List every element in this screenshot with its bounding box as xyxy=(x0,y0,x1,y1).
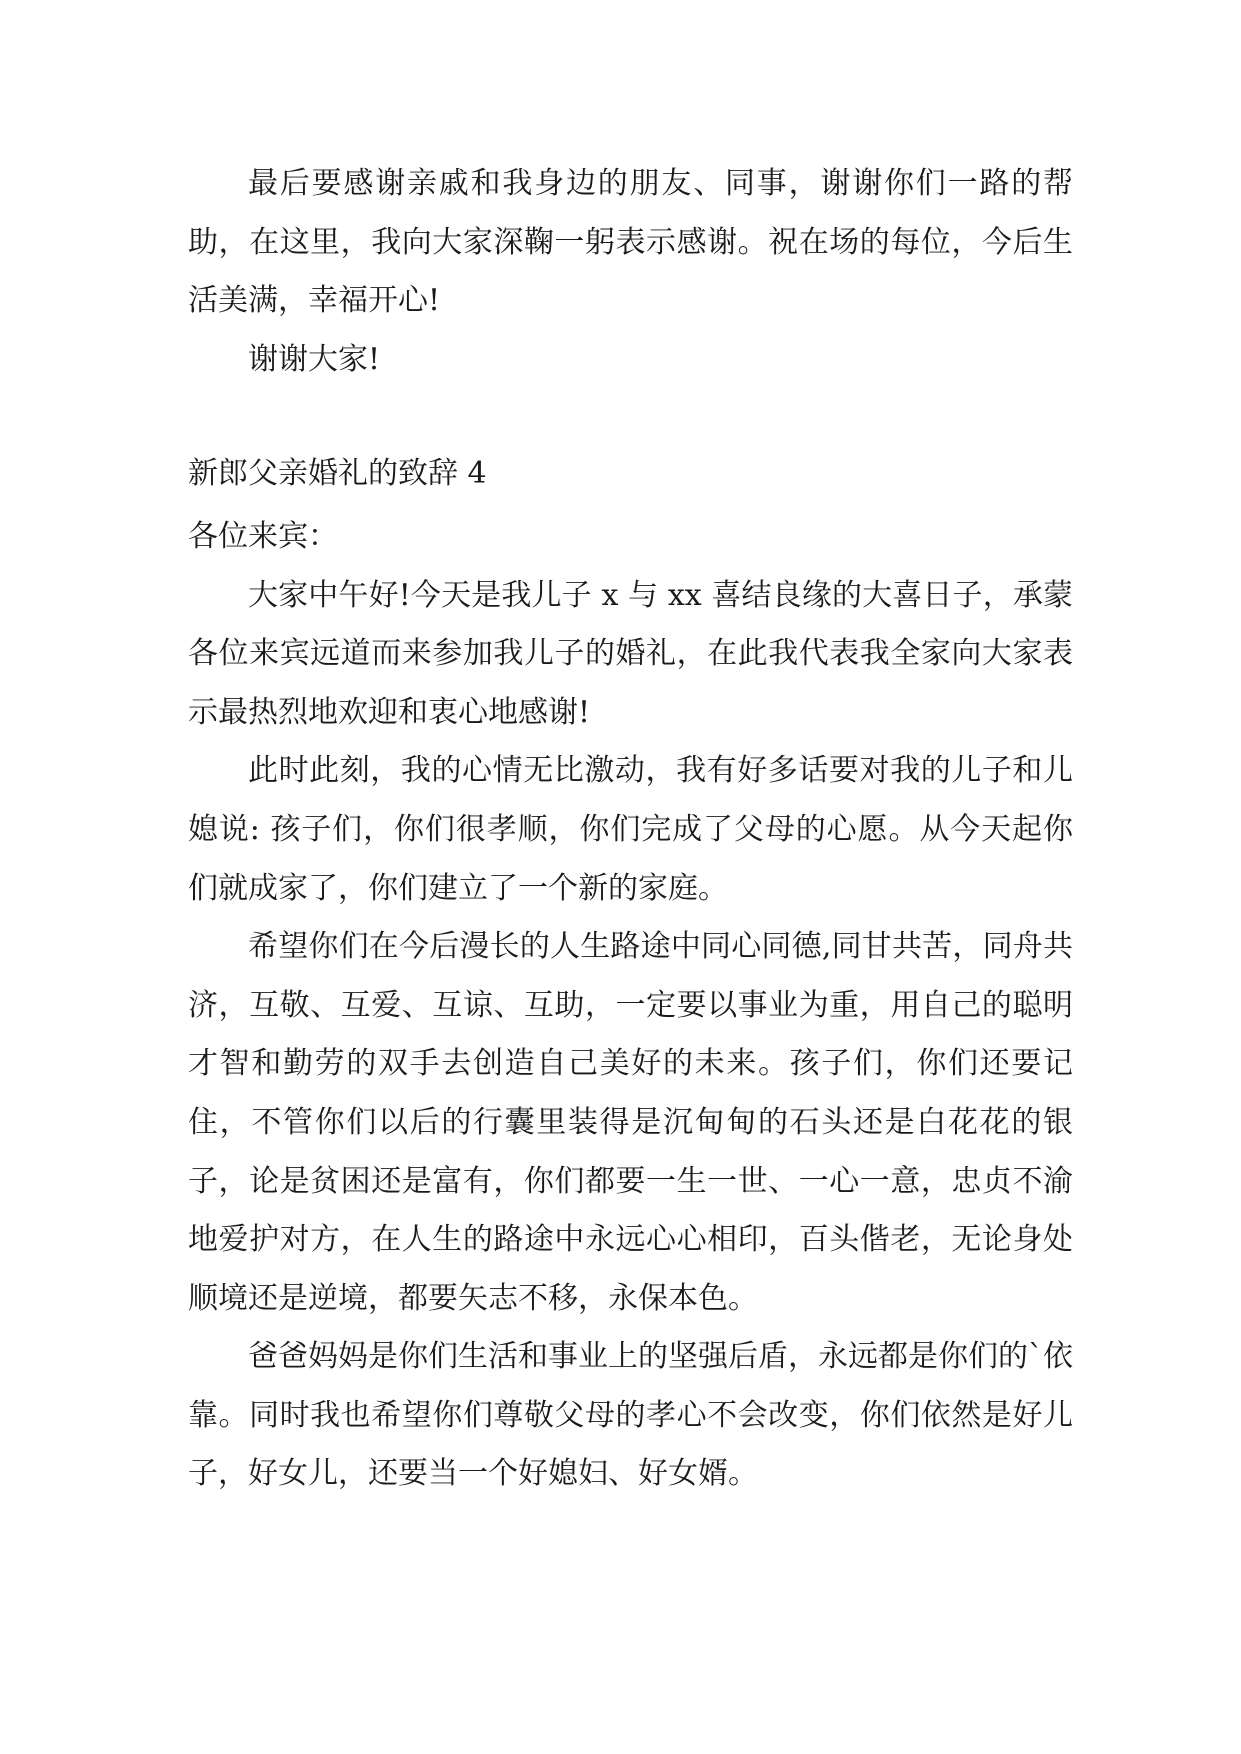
document-body xyxy=(188,155,1073,1504)
speech-paragraph: 爸爸妈妈是你们生活和事业上的坚强后盾，永远都是你们的`依靠。同时我也希望你们尊敬父母的孝心不会改变，你们依然是好儿子，好女儿，还要当一个好媳妇、好女婿。 xyxy=(188,1339,1073,1492)
speech-salutation: 各位来宾： xyxy=(188,518,338,554)
speech-paragraph: 此时此刻，我的心情无比激动，我有好多话要对我的儿子和儿媳说: 孩子们，你们很孝顺，你们完成了父母的心愿。从今天起你们就成家了，你们建立了一个新的家庭。 xyxy=(188,753,1073,906)
speech-paragraph: 大家中午好!今天是我儿子 x 与 xx 喜结良缘的大喜日子，承蒙各位来宾远道而来参加我儿子的婚礼，在此我代表我全家向大家表示最热烈地欢迎和衷心地感谢! xyxy=(188,577,1073,730)
speech-paragraph: 希望你们在今后漫长的人生路途中同心同德,同甘共苦，同舟共济，互敬、互爱、互谅、互助，一定要以事业为重，用自己的聪明才智和勤劳的双手去创造自己美好的未来。孩子们，你们还要记住，不管你们以后的行囊里装得是沉甸甸的石头还是白花花的银子，论是贫困还是富有，你们都要一生一世、一心一意，忠贞不渝地爱护对方，在人生的路途中永远心心相印，百头偕老，无论身处顺境还是逆境，都要矢志不移，永保本色。 xyxy=(188,929,1073,1316)
speech-title: 新郎父亲婚礼的致辞 4 xyxy=(188,456,487,492)
closing-thanks-line: 谢谢大家! xyxy=(248,341,381,377)
section-gap xyxy=(188,389,1073,445)
closing-thanks-paragraph: 最后要感谢亲戚和我身边的朋友、同事，谢谢你们一路的帮助，在这里，我向大家深鞠一躬表示感谢。祝在场的每位，今后生活美满，幸福开心! xyxy=(188,166,1073,319)
